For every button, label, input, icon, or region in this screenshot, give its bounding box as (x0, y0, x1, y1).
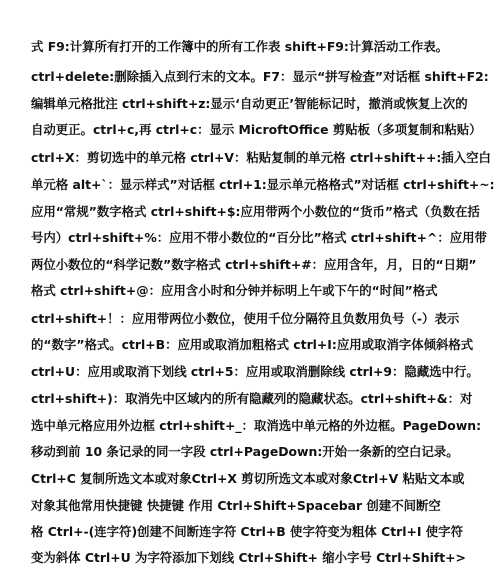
text-line: 式 F9:计算所有打开的工作簿中的所有工作表 shift+F9:计算活动工作表。 (31, 39, 449, 54)
text-line: 号内）ctrl+shift+%：应用不带小数位的“百分比”格式 ctrl+shift+^：应用带 (31, 230, 487, 245)
text-line: 格 Ctrl+-(连字符)创建不间断连字符 Ctrl+B 使字符变为粗体 Ctrl+I 使字符 (31, 524, 463, 539)
text-line: 两位小数位的“科学记数”数字格式 ctrl+shift+#：应用含年，月，日的“日期” (31, 257, 477, 272)
text-line: 编辑单元格批注 ctrl+shift+z:显示‘自动更正’智能标记时，撤消或恢复上次的 (31, 96, 468, 111)
text-line: 选中单元格应用外边框 ctrl+shift+_：取消选中单元格的外边框。PageDown: (31, 418, 482, 433)
text-line: ctrl+shift+！：应用带两位小数位，使用千位分隔符且负数用负号（-）表示 (31, 311, 460, 326)
text-line: Ctrl+C 复制所选文本或对象Ctrl+X 剪切所选文本或对象Ctrl+V 粘贴文本或 (31, 471, 465, 486)
text-line: 格式 ctrl+shift+@：应用含小时和分钟并标明上午或下午的“时间”格式 (31, 283, 438, 298)
text-line: ctrl+shift+)：取消先中区域内的所有隐藏列的隐藏状态。ctrl+shift+&：对 (31, 391, 473, 406)
text-line: 变为斜体 Ctrl+U 为字符添加下划线 Ctrl+Shift+ 缩小字号 Ctrl+Shift+> (31, 550, 466, 565)
text-line: 移动到前 10 条记录的同一字段 ctrl+PageDown:开始一条新的空白记录。 (31, 444, 459, 459)
text-line: 应用“常规”数字格式 ctrl+shift+$:应用带两个小数位的“货币”格式（负数在括 (31, 204, 480, 219)
text-line: ctrl+U：应用或取消下划线 ctrl+5：应用或取消删除线 ctrl+9：隐藏选中行。 (31, 364, 479, 379)
text-line: 的“数字”格式。ctrl+B：应用或取消加粗格式 ctrl+I:应用或取消字体倾斜格式 (31, 337, 474, 352)
text-line: 自动更正。ctrl+c,再 ctrl+c：显示 MicroftOffice 剪贴板（多项复制和粘贴） (31, 122, 482, 137)
text-line: ctrl+X：剪切选中的单元格 ctrl+V：粘贴复制的单元格 ctrl+shift++:插入空白 (31, 150, 491, 165)
text-line: 对象其他常用快捷键 快捷键 作用 Ctrl+Shift+Spacebar 创建不间断空 (31, 498, 441, 513)
text-line: 单元格 alt+`：显示样式”对话框 ctrl+1:显示单元格格式”对话框 ctrl+shift+~: (31, 177, 495, 192)
text-line: ctrl+delete:删除插入点到行末的文本。F7：显示“拼写检查”对话框 shift+F2: (31, 69, 489, 84)
